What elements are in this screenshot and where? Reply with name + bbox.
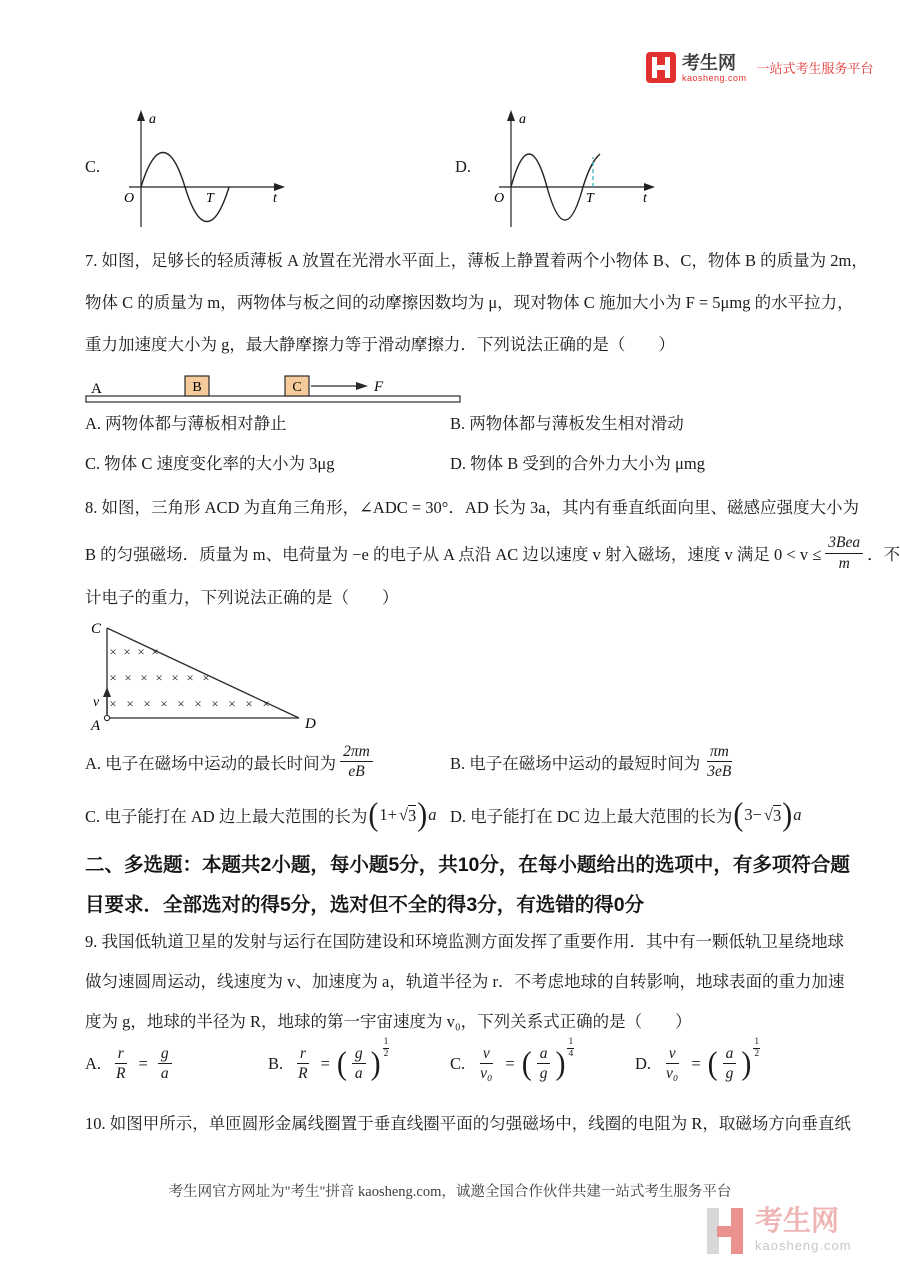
q7-line-2: 物体 C 的质量为 m，两物体与板之间的动摩擦因数均为 μ，现对物体 C 施加大小为 F = 5μmg 的水平拉力， — [85, 293, 854, 312]
svg-text:×: × — [140, 670, 148, 685]
close-paren: ) — [782, 796, 793, 833]
open-paren: ( — [336, 1045, 347, 1082]
q8-option-b-text: B. 电子在磁场中运动的最短时间为 — [450, 753, 701, 773]
origin-label: O — [124, 191, 135, 206]
svg-text:×: × — [151, 644, 159, 659]
q8-option-d-inner: 3− — [744, 805, 762, 824]
section-2-line-1: 二、多选题：本题共2小题，每小题5分，共10分，在每小题给出的选项中，有多项符合题 — [85, 854, 850, 876]
svg-text:×: × — [262, 696, 270, 711]
watermark-logo — [703, 1204, 852, 1254]
section-2-header — [85, 845, 850, 925]
radical-sign: √ — [763, 805, 773, 824]
graph-option-d — [455, 105, 685, 237]
y-axis-arrow — [137, 110, 145, 121]
svg-text:×: × — [194, 696, 202, 711]
svg-text:×: × — [123, 644, 131, 659]
option-c-label: C. — [85, 157, 101, 176]
svg-text:×: × — [202, 670, 210, 685]
q8-option-c — [85, 796, 437, 833]
exponent-fraction: 1 4 — [568, 1037, 574, 1060]
q9-option-b — [268, 1037, 389, 1084]
q7-line-1: 7. 如图，足够长的轻质薄板 A 放置在光滑水平面上，薄板上静置着两个小物体 B、C，物体 B 的质量为 2m， — [85, 251, 868, 270]
exponent-fraction: 1 2 — [754, 1037, 760, 1060]
q9-option-c — [450, 1037, 574, 1084]
question-8 — [85, 488, 900, 618]
close-paren: ) — [370, 1045, 381, 1082]
block-b-label: B — [192, 380, 202, 395]
close-paren: ) — [741, 1045, 752, 1082]
a-axis-label: a — [149, 112, 156, 127]
open-paren: ( — [733, 796, 744, 833]
svg-text:×: × — [245, 696, 253, 711]
open-paren: ( — [521, 1045, 532, 1082]
svg-text:×: × — [126, 696, 134, 711]
q8-option-a — [85, 742, 377, 782]
q8-option-c-tail: a — [428, 805, 437, 824]
close-paren: ) — [417, 796, 428, 833]
q9-option-d — [635, 1037, 760, 1084]
logo-tagline: 一站式考生服务平台 — [756, 61, 874, 76]
q8-option-d-tail: a — [793, 805, 802, 824]
svg-text:×: × — [228, 696, 236, 711]
vertex-a-label: A — [91, 718, 101, 734]
exponent-fraction: 1 2 — [383, 1037, 389, 1060]
q8-line-3: 计电子的重力，下列说法正确的是（ ） — [85, 588, 399, 607]
vertex-d-label: D — [305, 716, 316, 732]
q7-option-a: A. 两物体都与薄板相对静止 — [85, 414, 287, 433]
watermark-name: 考生网 — [755, 1205, 840, 1236]
q7-option-d: D. 物体 B 受到的合外力大小为 μmg — [450, 454, 705, 473]
q9-option-a — [85, 1044, 176, 1084]
q9-option-c-label: C. — [450, 1053, 466, 1073]
velocity-label: v — [93, 695, 100, 710]
q8-option-c-inner: 1+ — [379, 805, 397, 824]
q8-option-c-text: C. 电子能打在 AD 边上最大范围的长为 — [85, 807, 368, 826]
q7-option-c: C. 物体 C 速度变化率的大小为 3μg — [85, 454, 335, 473]
svg-text:×: × — [109, 670, 117, 685]
q9-option-b-label: B. — [268, 1053, 284, 1073]
q9-line-1: 9. 我国低轨道卫星的发射与运行在国防建设和环境监测方面发挥了重要作用．其中有一颗低轨卫星绕地球 — [85, 932, 844, 951]
q7-option-b: B. 两物体都与薄板发生相对滑动 — [450, 414, 684, 433]
svg-text:×: × — [177, 696, 185, 711]
lhs-fraction: $\frac{r}{R}$ — [116, 1045, 126, 1083]
watermark-domain: kaosheng.com — [755, 1238, 852, 1253]
graph-c-plot — [111, 105, 293, 237]
svg-text:×: × — [143, 696, 151, 711]
q8-line-2-tail: ．不 — [867, 545, 900, 564]
equals-sign: = — [505, 1053, 515, 1073]
q8-option-c-radicand: 3 — [407, 805, 417, 825]
graph-d-plot — [481, 105, 663, 237]
q8-speed-fraction: $\frac{\text{3Bea}}{m}$ — [825, 533, 863, 573]
option-d-label: D. — [455, 157, 472, 176]
board — [86, 396, 460, 402]
svg-text:×: × — [171, 670, 179, 685]
rhs-fraction: $\frac{a}{g}$ — [723, 1044, 737, 1084]
q7-line-3: 重力加速度大小为 g，最大静摩擦力等于滑动摩擦力．下列说法正确的是（ ） — [85, 335, 675, 354]
equals-sign: = — [691, 1053, 701, 1073]
q8-option-a-fraction: $\frac{2\pi m}{eB}$ — [340, 742, 373, 782]
rhs-fraction: $\frac{g}{a}$ — [352, 1044, 366, 1084]
radical-sign: √ — [398, 805, 408, 824]
close-paren: ) — [555, 1045, 566, 1082]
logo-name: 考生网 — [682, 52, 736, 73]
period-label: T — [206, 191, 214, 206]
q8-option-a-text: A. 电子在磁场中运动的最长时间为 — [85, 753, 337, 773]
q8-option-b — [450, 742, 738, 782]
q8-line-1: 8. 如图，三角形 ACD 为直角三角形，∠ADC = 30°．AD 长为 3a，其内有垂直纸面向里、磁感应强度大小为 — [85, 498, 860, 517]
lhs-fraction: $\frac{v}{\text{v₀}}$ — [480, 1045, 493, 1083]
question-9 — [85, 922, 845, 1042]
site-logo — [646, 52, 874, 83]
page-footer: 考生网官方网址为"考生"拼音 kaosheng.com，诚邀全国合作伙伴共建一站式考生服务平台 — [168, 1184, 732, 1200]
t-axis-label: t — [643, 191, 647, 206]
vertex-c-label: C — [91, 621, 102, 637]
svg-text:×: × — [109, 644, 117, 659]
equals-sign: = — [138, 1053, 148, 1073]
force-label: F — [374, 379, 384, 395]
svg-text:×: × — [137, 644, 145, 659]
open-paren: ( — [368, 796, 379, 833]
watermark-text-block — [755, 1204, 852, 1253]
lhs-fraction: $\frac{v}{\text{v₀}}$ — [666, 1045, 679, 1083]
q9-line-2: 做匀速圆周运动，线速度为 v、加速度为 a，轨道半径为 r．不考虑地球的自转影响，地球表面的重力加速 — [85, 972, 845, 991]
origin-label: O — [494, 191, 505, 206]
svg-text:×: × — [124, 670, 132, 685]
svg-text:×: × — [160, 696, 168, 711]
q9-option-a-label: A. — [85, 1053, 102, 1073]
logo-domain: kaosheng.com — [682, 72, 747, 83]
section-2-line-2: 目要求．全部选对的得5分，选对但不全的得3分，有选错的得0分 — [85, 894, 645, 916]
q9-line-3: 度为 g，地球的半径为 R，地球的第一宇宙速度为 v₀，下列关系式正确的是（ ） — [85, 1012, 692, 1031]
board-label: A — [91, 381, 102, 397]
field-into-page-marks — [109, 644, 269, 711]
svg-text:×: × — [186, 670, 194, 685]
q8-line-2-text: B 的匀强磁场．质量为 m、电荷量为 −e 的电子从 A 点沿 AC 边以速度 v 射入磁场，速度 v 满足 0 < v ≤ — [85, 545, 822, 564]
q7-figure — [85, 366, 485, 410]
q8-line-2 — [85, 528, 900, 578]
q9-option-d-label: D. — [635, 1053, 652, 1073]
svg-text:×: × — [211, 696, 219, 711]
period-label: T — [586, 191, 594, 206]
x-axis-arrow — [274, 183, 285, 191]
svg-text:×: × — [109, 696, 117, 711]
svg-text:×: × — [155, 670, 163, 685]
question-10-line-1: 10. 如图甲所示，单匝圆形金属线圈置于垂直线圈平面的匀强磁场中，线圈的电阻为 R，取磁场方向垂直纸 — [85, 1114, 851, 1133]
q8-option-d — [450, 796, 802, 833]
q8-option-b-fraction: $\frac{\pi m}{3eB}$ — [707, 743, 732, 781]
question-7 — [85, 240, 868, 366]
q8-figure — [85, 618, 335, 740]
block-c-label: C — [292, 380, 302, 395]
rhs-fraction: $\frac{a}{g}$ — [537, 1044, 551, 1084]
a-axis-label: a — [519, 112, 526, 127]
x-axis-arrow — [644, 183, 655, 191]
logo-text-block — [682, 53, 747, 83]
equals-sign: = — [320, 1053, 330, 1073]
t-axis-label: t — [273, 191, 277, 206]
q8-option-d-text: D. 电子能打在 DC 边上最大范围的长为 — [450, 807, 733, 826]
kaosheng-h-icon — [646, 52, 676, 83]
open-paren: ( — [707, 1045, 718, 1082]
kaosheng-h-watermark-icon — [703, 1208, 747, 1254]
lhs-fraction: $\frac{r}{R}$ — [298, 1045, 308, 1083]
q8-option-d-radicand: 3 — [772, 805, 782, 825]
force-arrowhead — [356, 382, 368, 390]
graph-option-c — [85, 105, 315, 237]
point-a-marker — [104, 715, 109, 720]
rhs-fraction: $\frac{g}{a}$ — [158, 1044, 172, 1084]
y-axis-arrow — [507, 110, 515, 121]
